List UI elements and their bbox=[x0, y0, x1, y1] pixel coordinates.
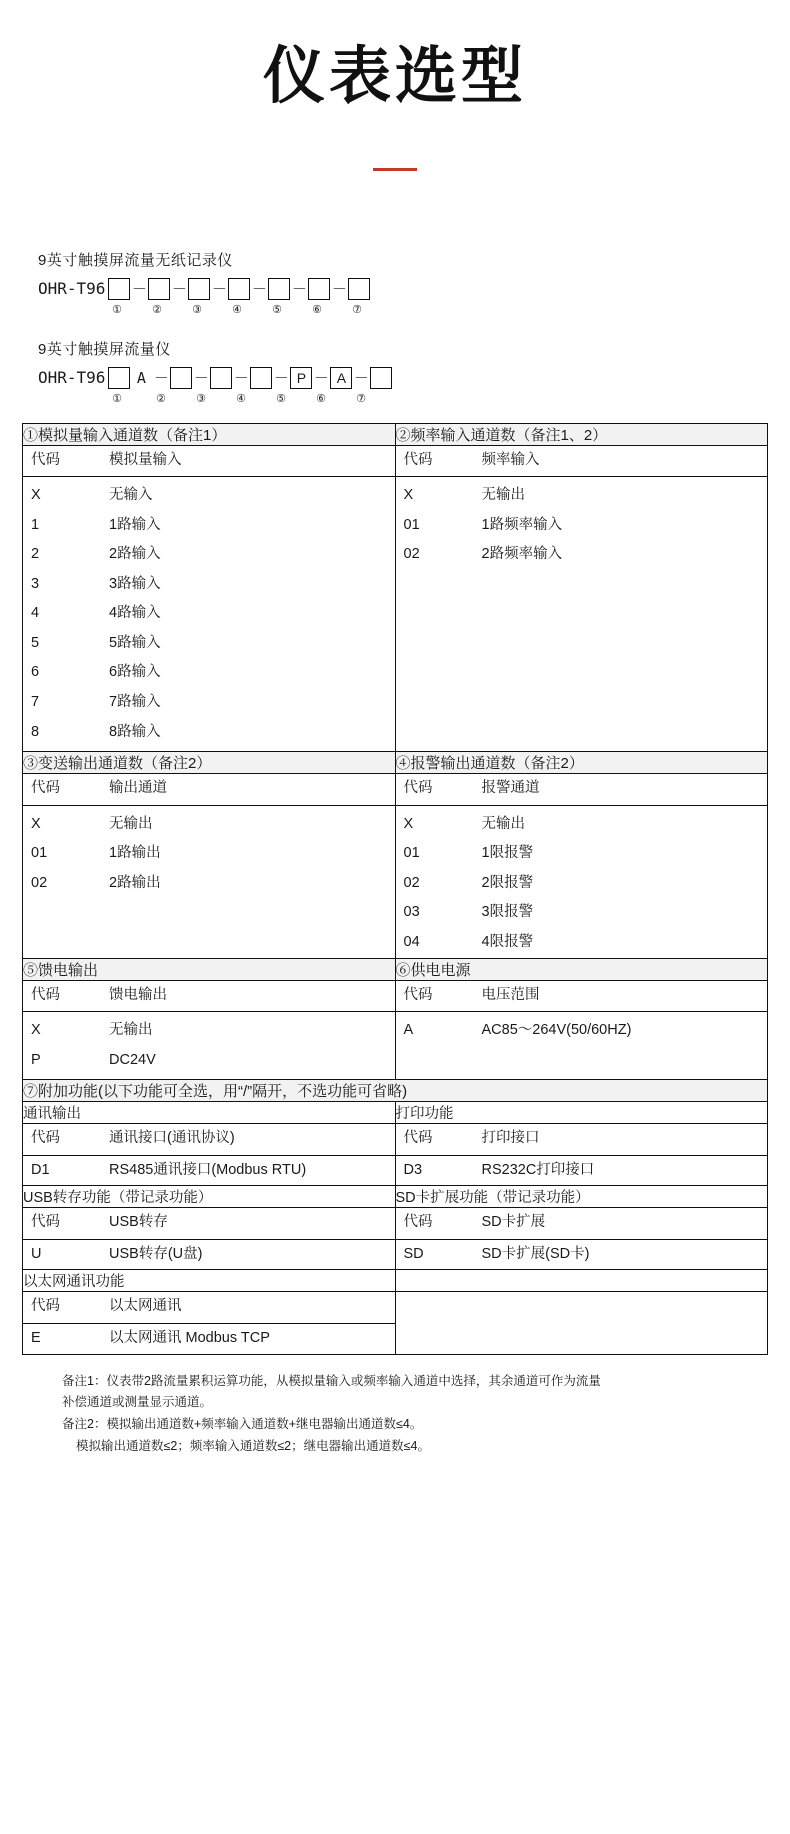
cell-code: 02 bbox=[403, 546, 420, 563]
table-row bbox=[23, 869, 395, 899]
code-dash: － bbox=[353, 369, 369, 387]
model-prefix-flowmeter: OHR-T96 bbox=[38, 368, 106, 387]
col-header-desc: 以太网通讯 bbox=[101, 1292, 395, 1323]
cell-desc: 3路输入 bbox=[109, 575, 161, 592]
cell-code: 03 bbox=[403, 904, 420, 921]
cell-desc: RS232C打印接口 bbox=[481, 1161, 595, 1178]
model-code-section bbox=[22, 249, 768, 405]
cell-desc: USB转存(U盘) bbox=[109, 1245, 203, 1262]
cell-code: 1 bbox=[31, 516, 40, 533]
col-header-desc: 报警通道 bbox=[474, 774, 768, 805]
cell-desc: 无输出 bbox=[109, 1022, 153, 1039]
code-slot-3[interactable] bbox=[188, 278, 210, 300]
note-line-4: 模拟输出通道数≤2；频率输入通道数≤2；继电器输出通道数≤4。 bbox=[76, 1439, 430, 1454]
cell-desc: 3限报警 bbox=[481, 904, 534, 921]
table-row bbox=[23, 629, 395, 659]
code-slot-4[interactable] bbox=[250, 367, 272, 389]
cell-code: D3 bbox=[403, 1161, 423, 1178]
slot-number-2: ② bbox=[152, 303, 162, 316]
cell-desc: 1路输出 bbox=[109, 845, 161, 862]
section-title-7: ⑦附加功能(以下功能可全选，用“/”隔开，不选功能可省略) bbox=[23, 1080, 768, 1102]
table-head-row bbox=[396, 981, 768, 1012]
note-line-3: 备注2：模拟输出通道数+频率输入通道数+继电器输出通道数≤4。 bbox=[62, 1417, 423, 1432]
section-body-row-2 bbox=[23, 774, 768, 958]
code-slot-7[interactable] bbox=[348, 278, 370, 300]
subsection-title-row-comm bbox=[23, 1102, 768, 1124]
table-row bbox=[396, 839, 768, 869]
col-header-desc: USB转存 bbox=[101, 1208, 395, 1239]
table-head-row bbox=[23, 1124, 395, 1155]
table-row bbox=[396, 898, 768, 928]
col-header-desc: SD卡扩展 bbox=[474, 1208, 768, 1239]
col-header-desc: 电压范围 bbox=[474, 981, 768, 1012]
code-dash: － bbox=[291, 280, 307, 298]
section-title-4: ④报警输出通道数（备注2） bbox=[395, 752, 768, 774]
section-body-2 bbox=[395, 445, 768, 752]
cell-desc: DC24V bbox=[109, 1051, 156, 1068]
table-head-row bbox=[396, 1208, 768, 1239]
cell-code: X bbox=[31, 1022, 41, 1039]
col-header-desc: 模拟量输入 bbox=[101, 446, 395, 477]
table-row bbox=[23, 1155, 395, 1185]
code-dash: － bbox=[251, 280, 267, 298]
section-body-5 bbox=[23, 980, 396, 1080]
slot-number-6: ⑥ bbox=[316, 392, 326, 405]
cell-code: 01 bbox=[403, 845, 420, 862]
cell-code: 8 bbox=[31, 723, 40, 740]
cell-desc: 无输出 bbox=[109, 815, 153, 832]
col-header-code: 代码 bbox=[23, 1292, 101, 1323]
cell-desc: 2限报警 bbox=[481, 874, 534, 891]
col-header-code: 代码 bbox=[23, 446, 101, 477]
table-row bbox=[23, 599, 395, 629]
cell-code: SD bbox=[403, 1245, 424, 1262]
table-head-row bbox=[23, 446, 395, 477]
subsection-body-sd bbox=[395, 1208, 768, 1270]
table-row bbox=[23, 839, 395, 869]
cell-code: X bbox=[31, 815, 41, 832]
cell-desc: 5路输入 bbox=[109, 634, 161, 651]
note-line-1: 备注1：仪表带2路流量累积运算功能，从模拟量输入或频率输入通道中选择，其余通道可作为流量 bbox=[62, 1373, 601, 1388]
table-row bbox=[396, 1239, 768, 1269]
subsection-title-row-usb bbox=[23, 1186, 768, 1208]
cell-code: 5 bbox=[31, 634, 40, 651]
subsection-body-row-ethernet bbox=[23, 1292, 768, 1354]
section-header-row-3 bbox=[23, 958, 768, 980]
subsection-title-print: 打印功能 bbox=[395, 1102, 768, 1124]
col-header-code: 代码 bbox=[23, 1208, 101, 1239]
table-row bbox=[396, 540, 768, 570]
table-head-row bbox=[396, 774, 768, 805]
table-head-row bbox=[23, 1208, 395, 1239]
table-row bbox=[23, 1012, 395, 1046]
col-header-code: 代码 bbox=[396, 1208, 474, 1239]
subsection-title-row-ethernet bbox=[23, 1270, 768, 1292]
subsection-body-print bbox=[395, 1124, 768, 1186]
cell-desc: 2路输入 bbox=[109, 546, 161, 563]
cell-desc: 2路频率输入 bbox=[481, 546, 563, 563]
subsection-body-row-comm bbox=[23, 1124, 768, 1186]
table-row bbox=[23, 1046, 395, 1080]
section-body-6 bbox=[395, 980, 768, 1080]
table-head-row bbox=[396, 446, 768, 477]
title-divider bbox=[373, 168, 417, 171]
code-slot-1[interactable] bbox=[108, 278, 130, 300]
section-body-row-3 bbox=[23, 980, 768, 1080]
cell-desc: 4路输入 bbox=[109, 605, 161, 622]
code-dash: － bbox=[233, 369, 249, 387]
code-slot-2[interactable] bbox=[170, 367, 192, 389]
slot-number-3: ③ bbox=[196, 392, 206, 405]
code-slot-3[interactable] bbox=[210, 367, 232, 389]
slot-number-6: ⑥ bbox=[312, 303, 322, 316]
table-row bbox=[396, 928, 768, 958]
note-line-2: 补偿通道或测量显示通道。 bbox=[62, 1395, 213, 1410]
col-header-code: 代码 bbox=[23, 774, 101, 805]
table-row bbox=[23, 688, 395, 718]
code-dash: － bbox=[193, 369, 209, 387]
slot-number-1: ① bbox=[112, 392, 122, 405]
cell-desc: 以太网通讯 Modbus TCP bbox=[109, 1330, 270, 1346]
cell-code: 6 bbox=[31, 664, 40, 681]
code-fixed-a: A bbox=[136, 368, 146, 387]
code-dash: － bbox=[313, 369, 329, 387]
section-title-6: ⑥供电电源 bbox=[395, 958, 768, 980]
table-head-row bbox=[23, 774, 395, 805]
table-row bbox=[23, 658, 395, 688]
section-title-3: ③变送输出通道数（备注2） bbox=[23, 752, 396, 774]
subsection-title-comm-output: 通讯输出 bbox=[23, 1102, 396, 1124]
cell-desc: 无输出 bbox=[481, 487, 525, 504]
code-dash: － bbox=[131, 280, 147, 298]
section-body-4 bbox=[395, 774, 768, 958]
col-header-desc: 通讯接口(通讯协议) bbox=[101, 1124, 395, 1155]
table-row bbox=[396, 477, 768, 511]
cell-code: X bbox=[403, 487, 414, 504]
model-name-recorder: 9英寸触摸屏流量无纸记录仪 bbox=[38, 251, 233, 269]
subsection-title-ethernet: 以太网通讯功能 bbox=[23, 1270, 396, 1292]
slot-number-1: ① bbox=[112, 303, 122, 316]
table-row bbox=[23, 511, 395, 541]
table-row bbox=[23, 477, 395, 511]
table-head-row bbox=[23, 981, 395, 1012]
subsection-body-ethernet bbox=[23, 1292, 396, 1354]
cell-code: X bbox=[403, 815, 414, 832]
code-slot-5[interactable]: P bbox=[290, 367, 312, 389]
subsection-body-comm-output bbox=[23, 1124, 396, 1186]
code-slot-1[interactable] bbox=[108, 367, 130, 389]
subsection-body-usb bbox=[23, 1208, 396, 1270]
cell-desc: 无输出 bbox=[481, 815, 525, 832]
cell-code: 2 bbox=[31, 546, 40, 563]
cell-code: 02 bbox=[403, 874, 420, 891]
col-header-code: 代码 bbox=[396, 446, 474, 477]
cell-desc: RS485通讯接口(Modbus RTU) bbox=[109, 1161, 307, 1178]
table-row bbox=[23, 718, 395, 752]
model-code-numbering-recorder bbox=[38, 303, 768, 316]
section-title-5: ⑤馈电输出 bbox=[23, 958, 396, 980]
col-header-desc: 频率输入 bbox=[474, 446, 768, 477]
code-dash: － bbox=[211, 280, 227, 298]
model-name-flowmeter: 9英寸触摸屏流量仪 bbox=[38, 340, 171, 358]
slot-number-5: ⑤ bbox=[272, 303, 282, 316]
table-row bbox=[396, 1155, 768, 1185]
table-row bbox=[23, 570, 395, 600]
page-title: 仪表选型 bbox=[262, 42, 527, 111]
cell-desc: SD卡扩展(SD卡) bbox=[481, 1245, 590, 1262]
code-dash: － bbox=[171, 280, 187, 298]
subsection-title-sd: SD卡扩展功能（带记录功能） bbox=[395, 1186, 768, 1208]
cell-desc: 1路输入 bbox=[109, 516, 161, 533]
section-header-row-1 bbox=[23, 423, 768, 445]
table-row bbox=[396, 805, 768, 839]
cell-code: 01 bbox=[403, 516, 420, 533]
slot-number-5: ⑤ bbox=[276, 392, 286, 405]
cell-code: 7 bbox=[31, 694, 40, 710]
code-slot-4[interactable] bbox=[228, 278, 250, 300]
model-block-recorder bbox=[38, 249, 768, 316]
notes-section bbox=[22, 1371, 768, 1489]
cell-code: P bbox=[31, 1051, 41, 1068]
model-block-flowmeter bbox=[38, 338, 768, 405]
cell-desc: 1路频率输入 bbox=[481, 516, 563, 533]
slot-number-2: ② bbox=[156, 392, 166, 405]
table-row bbox=[396, 869, 768, 899]
section-header-row-2 bbox=[23, 752, 768, 774]
col-header-code: 代码 bbox=[23, 981, 101, 1012]
cell-desc: 6路输入 bbox=[109, 664, 161, 681]
cell-code: X bbox=[31, 487, 41, 504]
slot-number-7: ⑦ bbox=[356, 392, 366, 405]
col-header-code: 代码 bbox=[396, 774, 474, 805]
model-code-row-flowmeter bbox=[38, 365, 768, 391]
col-header-desc: 打印接口 bbox=[474, 1124, 768, 1155]
subsection-title-usb: USB转存功能（带记录功能） bbox=[23, 1186, 396, 1208]
cell-code: 3 bbox=[31, 575, 40, 592]
section-body-3 bbox=[23, 774, 396, 958]
col-header-desc: 馈电输出 bbox=[101, 981, 395, 1012]
cell-code: D1 bbox=[31, 1161, 50, 1178]
slot-number-7: ⑦ bbox=[352, 303, 362, 316]
section-title-2: ②频率输入通道数（备注1、2） bbox=[395, 423, 768, 445]
subsection-body-row-usb bbox=[23, 1208, 768, 1270]
table-row bbox=[396, 511, 768, 541]
section-header-row-4 bbox=[23, 1080, 768, 1102]
section-body-row-1 bbox=[23, 445, 768, 752]
model-code-numbering-flowmeter bbox=[38, 392, 768, 405]
slot-number-4: ④ bbox=[236, 392, 246, 405]
code-slot-5[interactable] bbox=[268, 278, 290, 300]
specification-table bbox=[22, 423, 768, 1355]
col-header-code: 代码 bbox=[23, 1124, 101, 1155]
table-head-row bbox=[396, 1124, 768, 1155]
table-head-row bbox=[23, 1292, 395, 1323]
cell-desc: 无输入 bbox=[109, 487, 153, 504]
slot-number-3: ③ bbox=[192, 303, 202, 316]
cell-code: A bbox=[403, 1022, 414, 1039]
section-body-1 bbox=[23, 445, 396, 752]
cell-code: 02 bbox=[31, 874, 48, 891]
code-dash: － bbox=[153, 369, 169, 387]
col-header-desc: 输出通道 bbox=[101, 774, 395, 805]
cell-desc: AC85～264V(50/60HZ) bbox=[481, 1022, 632, 1039]
cell-code: E bbox=[31, 1330, 41, 1346]
table-row bbox=[23, 540, 395, 570]
section-title-1: ①模拟量输入通道数（备注1） bbox=[23, 423, 396, 445]
code-dash: － bbox=[273, 369, 289, 387]
table-row bbox=[396, 1012, 768, 1046]
col-header-code: 代码 bbox=[396, 981, 474, 1012]
cell-desc: 4限报警 bbox=[481, 933, 534, 950]
code-slot-6[interactable]: A bbox=[330, 367, 352, 389]
code-slot-7[interactable] bbox=[370, 367, 392, 389]
slot-number-4: ④ bbox=[232, 303, 242, 316]
cell-code: 01 bbox=[31, 845, 48, 862]
cell-desc: 1限报警 bbox=[481, 845, 534, 862]
code-slot-6[interactable] bbox=[308, 278, 330, 300]
table-row bbox=[23, 1324, 395, 1354]
code-dash: － bbox=[331, 280, 347, 298]
model-code-row-recorder bbox=[38, 276, 768, 302]
code-slot-2[interactable] bbox=[148, 278, 170, 300]
cell-desc: 2路输出 bbox=[109, 874, 161, 891]
cell-desc: 8路输入 bbox=[109, 723, 161, 740]
table-row bbox=[23, 805, 395, 839]
cell-code: 4 bbox=[31, 605, 40, 622]
cell-code: 04 bbox=[403, 933, 420, 950]
cell-desc: 7路输入 bbox=[109, 694, 161, 710]
model-prefix-recorder: OHR-T96 bbox=[38, 279, 106, 298]
table-row bbox=[23, 1239, 395, 1269]
col-header-code: 代码 bbox=[396, 1124, 474, 1155]
cell-code: U bbox=[31, 1245, 42, 1262]
